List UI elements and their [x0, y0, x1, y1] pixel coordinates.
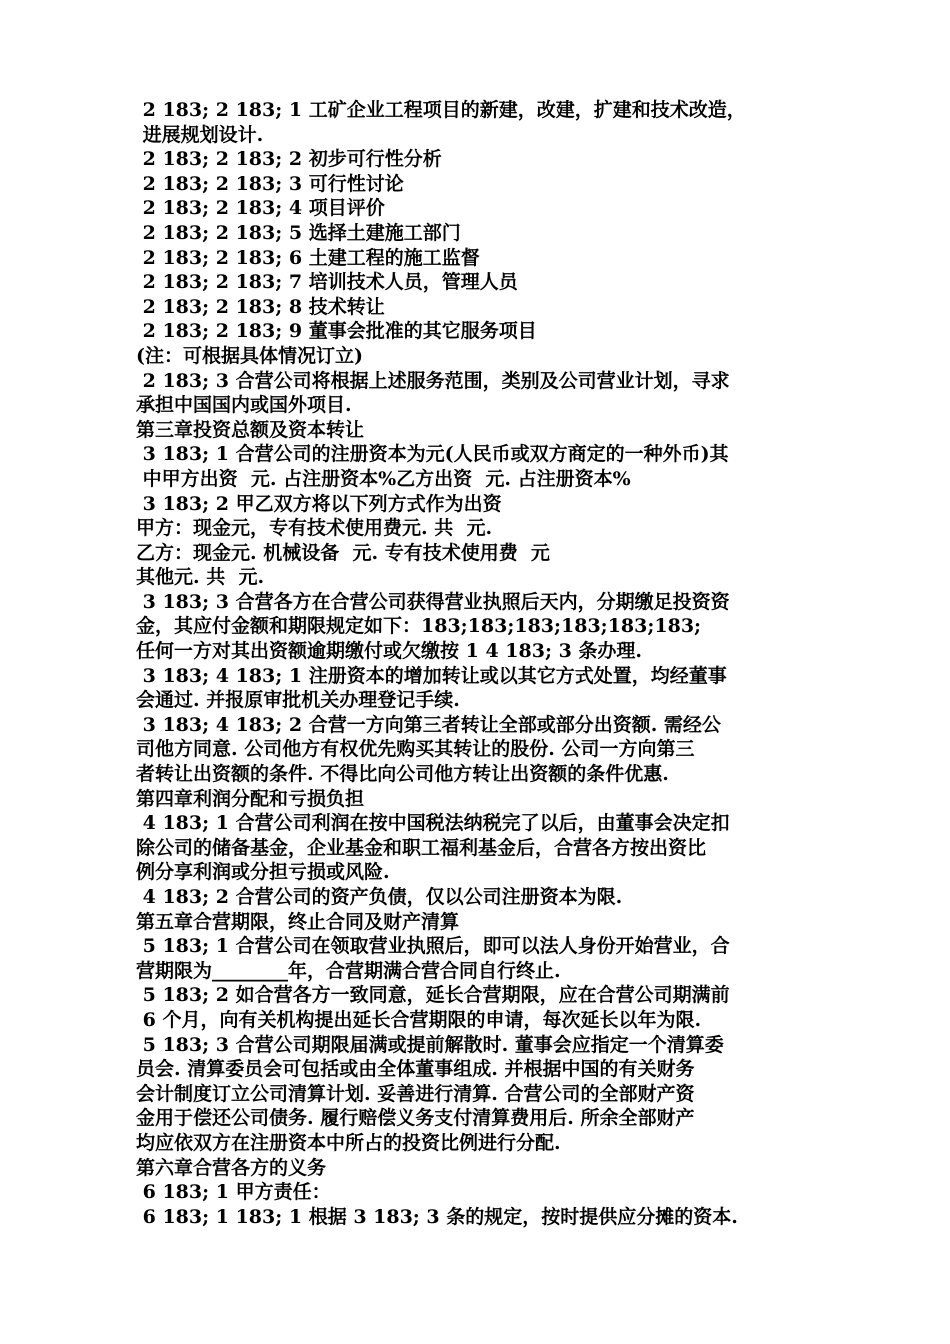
text-line: 6 个月，向有关机构提出延长合营期限的申请，每次延长以年为限. [136, 1008, 702, 1031]
text-line: 2 183; 3 合营公司将根据上述服务范围，类别及公司营业计划，寻求 [136, 369, 730, 392]
text-line: 3 183; 2 甲乙双方将以下列方式作为出资 [136, 492, 502, 515]
text-line: 乙方：现金元. 机械设备 元. 专有技术使用费 元 [136, 541, 550, 564]
text-line: 承担中国国内或国外项目. [136, 394, 352, 417]
text-line: 6 183; 1 183; 1 根据 3 183; 3 条的规定，按时提供应分摊的资本. [136, 1205, 738, 1228]
text-line: 司他方同意. 公司他方有权优先购买其转让的股份. 公司一方向第三 [136, 738, 695, 761]
text-line: 营期限为________年，合营期满合营合同自行终止. [136, 959, 561, 982]
text-line: 例分享利润或分担亏损或风险. [136, 861, 390, 884]
text-line: 第六章合营各方的义务 [136, 1156, 327, 1179]
text-line: 金，其应付金额和期限规定如下：183;183;183;183;183;183; [136, 615, 702, 638]
text-line: 2 183; 2 183; 9 董事会批准的其它服务项目 [136, 320, 537, 343]
text-line: 第三章投资总额及资本转让 [136, 418, 365, 441]
text-line: (注：可根据具体情况订立) [136, 344, 363, 367]
text-line: 除公司的储备基金，企业基金和职工福利基金后，合营各方按出资比 [136, 836, 707, 859]
text-line: 5 183; 3 合营公司期限届满或提前解散时. 董事会应指定一个清算委 [136, 1033, 724, 1056]
text-line: 3 183; 1 合营公司的注册资本为元(人民币或双方商定的一种外币)其 [136, 443, 729, 466]
text-line: 5 183; 2 如合营各方一致同意，延长合营期限，应在合营公司期满前 [136, 984, 730, 1007]
text-line: 2 183; 2 183; 8 技术转让 [136, 295, 385, 318]
text-line: 2 183; 2 183; 5 选择土建施工部门 [136, 221, 461, 244]
text-line: 2 183; 2 183; 3 可行性讨论 [136, 172, 404, 195]
text-line: 员会. 清算委员会可包括或由全体董事组成. 并根据中国的有关财务 [136, 1058, 695, 1081]
text-line: 2 183; 2 183; 6 土建工程的施工监督 [136, 246, 480, 269]
text-line: 均应依双方在注册资本中所占的投资比例进行分配. [136, 1131, 561, 1154]
document-body [136, 98, 816, 1229]
text-line: 3 183; 3 合营各方在合营公司获得营业执照后天内，分期缴足投资资 [136, 590, 730, 613]
text-line: 6 183; 1 甲方责任： [136, 1181, 331, 1204]
text-line: 中甲方出资 元. 占注册资本%乙方出资 元. 占注册资本% [136, 467, 631, 490]
text-line: 会通过. 并报原审批机关办理登记手续. [136, 689, 460, 712]
text-line: 进展规划设计. [136, 123, 264, 146]
text-line: 4 183; 1 合营公司利润在按中国税法纳税完了以后，由董事会决定扣 [136, 812, 730, 835]
text-line: 2 183; 2 183; 7 培训技术人员，管理人员 [136, 271, 518, 294]
text-line: 2 183; 2 183; 2 初步可行性分析 [136, 148, 442, 171]
text-line: 任何一方对其出资额逾期缴付或欠缴按 1 4 183; 3 条办理. [136, 640, 643, 663]
text-line: 2 183; 2 183; 4 项目评价 [136, 197, 385, 220]
text-line: 5 183; 1 合营公司在领取营业执照后，即可以法人身份开始营业，合 [136, 935, 730, 958]
text-line: 者转让出资额的条件. 不得比向公司他方转让出资额的条件优惠. [136, 763, 669, 786]
text-line: 金用于偿还公司债务. 履行赔偿义务支付清算费用后. 所余全部财产 [136, 1107, 695, 1130]
text-line: 2 183; 2 183; 1 工矿企业工程项目的新建，改建，扩建和技术改造， [136, 99, 746, 121]
text-line: 3 183; 4 183; 1 注册资本的增加转让或以其它方式处置，均经董事 [136, 664, 727, 687]
text-line: 第四章利润分配和亏损负担 [136, 787, 365, 810]
text-line: 3 183; 4 183; 2 合营一方向第三者转让全部或部分出资额. 需经公 [136, 713, 721, 736]
text-line: 4 183; 2 合营公司的资产负债，仅以公司注册资本为限. [136, 886, 623, 908]
text-line: 会计制度订立公司清算计划. 妥善进行清算. 合营公司的全部财产资 [136, 1082, 695, 1105]
text-line: 其他元. 共 元. [136, 566, 265, 589]
text-line: 甲方：现金元，专有技术使用费元. 共 元. [136, 517, 493, 540]
text-line: 第五章合营期限，终止合同及财产清算 [136, 910, 460, 933]
